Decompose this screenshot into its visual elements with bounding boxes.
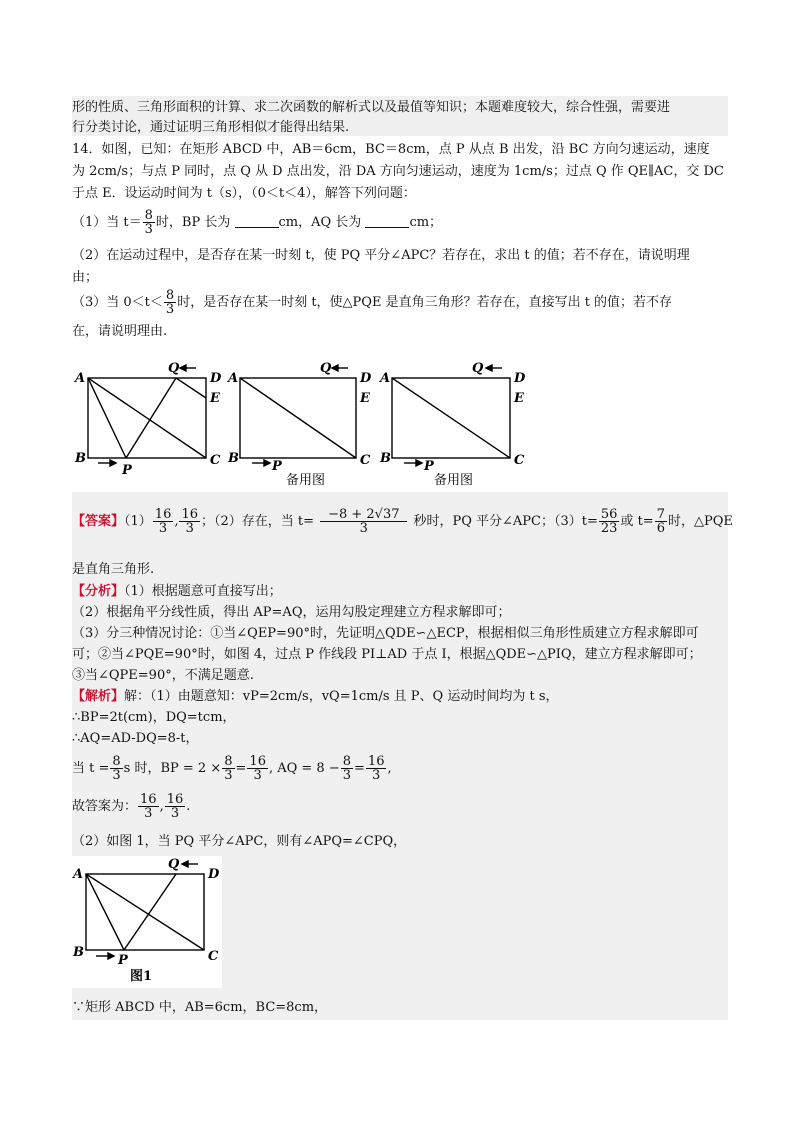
solution-line-6: （2）如图 1，当 PQ 平分∠APC，则有∠APQ=∠CPQ， [72,834,407,849]
fraction: $\frac{16}{3}$ [154,507,172,536]
problem-line-3: 于点 E．设运动时间为 t（s），（0＜t＜4），解答下列问题： [72,186,416,201]
svg-text:E: E [360,391,370,406]
svg-text:P: P [272,459,282,474]
diagonal-backup-2 [392,378,510,458]
fraction: $\frac{7}{6}$ [656,507,665,536]
question-2-line-2: 由； [72,270,99,285]
problem-line-2: 为 2cm/s；与点 P 同时，点 Q 从 D 点出发，沿 DA 方向匀速运动，速度为 1cm/s；过点 Q 作 QE∥AC，交 DC [72,164,724,179]
backup-label-2: 备用图 [434,473,474,488]
analysis-line-5: ③当∠QPE=90°，不满足题意. [72,668,254,683]
svg-text:C: C [360,453,371,468]
svg-text:D: D [360,371,372,386]
question-3: （3）当 0＜t＜ $\frac{8}{3}$ 时，是否存在某一时刻 t，使△PQE 是直角三角形？若存在，直接写出 t 的值；若不存 [72,288,673,317]
fraction: $\frac{16}{3}$ [367,754,385,783]
fraction: $\frac{56}{23}$ [600,507,618,536]
fraction: $\frac{8}{3}$ [342,754,352,783]
svg-text:Q: Q [472,361,484,376]
solution-line-1: 【解析】解：（1）由题意知：vP=2cm/s，vQ=1cm/s 且 P、Q 运动时间均为 t s， [72,689,559,704]
solution-tag: 【解析】 [72,689,125,704]
segment-qe [176,378,206,398]
solution-line-3: ∴AQ=AD-DQ=8-t， [72,731,199,746]
fraction: $\frac{8}{3}$ [165,288,175,317]
svg-text:E: E [514,391,524,406]
label-b: B [75,451,86,466]
label-p: P [122,463,132,478]
fraction: $\frac{8}{3}$ [112,754,121,783]
svg-text:Q: Q [168,857,180,872]
fraction: $\frac{8}{3}$ [144,208,153,237]
fraction: $\frac{16}{3}$ [140,792,157,821]
fraction: $\frac{16}{3}$ [181,507,199,536]
problem-line-1: 14．如图，已知：在矩形 ABCD 中，AB＝6cm，BC＝8cm，点 P 从点 B 出发，沿 BC 方向匀速运动，速度 [72,142,710,157]
diagonal-ac [88,378,206,458]
top-line-2: 行分类讨论，通过证明三角形相似才能得出结果. [72,120,350,135]
analysis-line-1: 【分析】（1）根据题意可直接写出； [72,584,282,599]
analysis-line-3: （3）分三种情况讨论：①当∠QEP=90°时，先证明△QDE∽△ECP，根据相似三角形性质建立方程求解即可 [72,626,699,641]
label-d: D [210,371,222,386]
analysis-line-2: （2）根据角平分线性质，得出 AP=AQ，运用勾股定理建立方程求解即可； [72,605,511,620]
svg-text:C: C [514,453,525,468]
figure-1 [72,856,222,988]
question-1: （1）当 t＝ $\frac{8}{3}$ 时，BP 长为 cm，AQ 长为 cm； [72,208,443,237]
svg-text:A: A [380,371,391,386]
problem-figures [72,360,542,490]
label-e: E [210,391,220,406]
analysis-line-4: 可；②当∠PQE=90°时，如图 4，过点 P 作线段 PI⊥AD 于点 I，根据△QDE∽△PIQ，建立方程求解即可； [72,647,702,662]
label-c: C [210,453,221,468]
svg-text:C: C [208,949,219,964]
solution-line-5: 故答案为： $\frac{16}{3}$ , $\frac{16}{3}$ . [72,792,191,821]
svg-text:B: B [228,451,239,466]
label-q: Q [168,361,180,376]
segment-pq [126,378,176,458]
svg-text:P: P [424,459,434,474]
svg-text:D: D [208,867,220,882]
svg-text:B: B [380,451,391,466]
solution-line-4: 当 t = $\frac{8}{3}$ s 时，BP = 2 × $\frac{8}{3}$ = $\frac{16}{3}$ , AQ = 8 − $\frac{8}{3}$ = $\frac{16}{3}$ , [72,754,392,783]
top-line-1: 形的性质、三角形面积的计算、求二次函数的解析式以及最值等知识；本题难度较大，综合性强，需要进 [72,100,671,115]
question-2-line-1: （2）在运动过程中，是否存在某一时刻 t，使 PQ 平分∠APC？若存在，求出 t 的值；若不存在，请说明理 [72,248,690,263]
svg-text:D: D [514,371,526,386]
solution-line-7: ∵矩形 ABCD 中，AB=6cm，BC=8cm， [72,1000,328,1015]
fraction: $\frac{16}{3}$ [249,754,266,783]
backup-label-1: 备用图 [286,473,326,488]
fraction: $\frac{-8 + 2√37}{3}$ [320,508,407,535]
diagonal-backup-1 [240,378,356,458]
answer-tag: 【答案】 [72,514,125,529]
segment-ap [88,378,126,458]
svg-text:B: B [73,945,84,960]
svg-text:A: A [73,867,84,882]
answer-blank-aq[interactable] [365,215,409,228]
label-a: A [75,371,86,386]
svg-text:Q: Q [320,361,332,376]
svg-text:A: A [228,371,239,386]
figure-1-label: 图1 [130,969,153,984]
svg-text:P: P [118,953,128,968]
answer-line-1: 【答案】（1） $\frac{16}{3}$ , $\frac{16}{3}$ ；（2）存在，当 t= $\frac{-8 + 2√37}{3}$ 秒时，PQ 平分∠APC；（3）t= $\frac{56}{23}$ 或 t= $\frac{7}{6}$ 时，△PQE [72,507,733,536]
analysis-tag: 【分析】 [72,584,125,599]
answer-line-2: 是直角三角形. [72,562,155,577]
answer-blank-bp[interactable] [235,215,279,228]
fraction: $\frac{16}{3}$ [166,792,184,821]
question-3-line-2: 在，请说明理由. [72,324,168,339]
solution-line-2: ∴BP=2t(cm)，DQ=tcm， [72,710,236,725]
fraction: $\frac{8}{3}$ [224,754,233,783]
